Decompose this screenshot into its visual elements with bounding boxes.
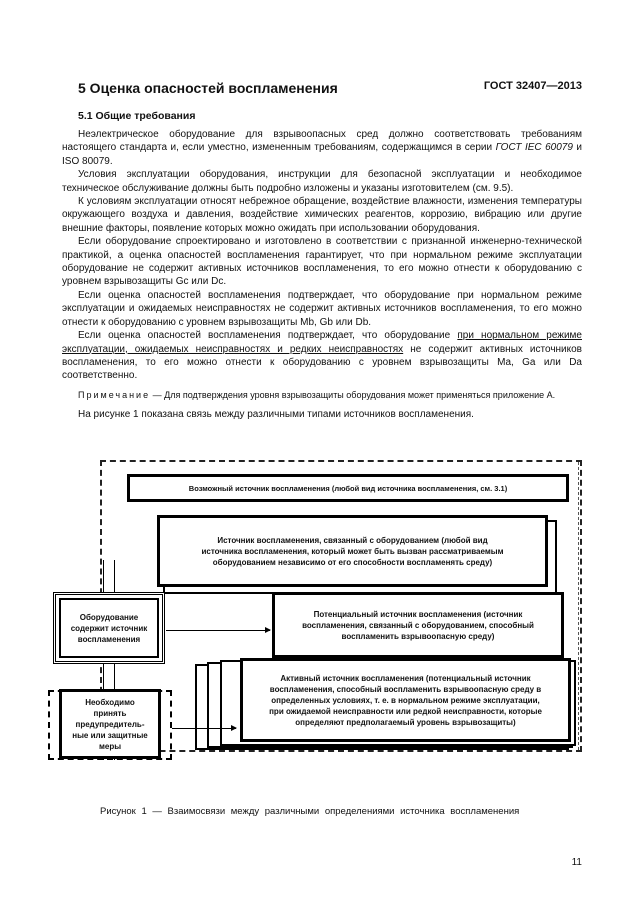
note-label: Примечание bbox=[78, 389, 151, 400]
frame-edge bbox=[578, 462, 581, 750]
text: Неэлектрическое оборудование для взрывоопасных сред должно соответствовать требованиям настоящего стандарта и, если уместно, измененным требованиям, содержащимся в серии bbox=[62, 129, 582, 154]
figure-caption: Рисунок 1 — Взаимосвязи между различными определениями источника воспламенения bbox=[100, 806, 520, 817]
section-title: 5 Оценка опасностей воспламенения bbox=[78, 80, 338, 96]
reference: ГОСТ IEC 60079 bbox=[495, 142, 573, 154]
paragraph bbox=[62, 329, 582, 383]
arrow-right-icon bbox=[166, 630, 270, 631]
equipment-source-box: Источник воспламенения, связанный с оборудованием (любой вид источника воспламенения, который может быть вызван рассматриваемым оборудованием независимо от его способности воспламенять среду) bbox=[157, 515, 548, 587]
active-source-box: Активный источник воспламенения (потенциальный источник воспламенения, способный воспламенить взрывоопасную среду в определенных условиях, т. е. в нормальном режиме эксплуатации, при ожидаемой неисправности или редкой неисправности, которые определяют предполагаемый уровень взрывозащиты) bbox=[240, 658, 571, 742]
paragraph: Если оборудование спроектировано и изготовлено в соответствии с признанной инженерно-технической практикой, а оценка опасностей воспламенения гарантирует, что при нормальном режиме эксплуатации оборудование не содержит активных источников воспламенения, то его можно отнести к оборудованию с уровнем взрывозащиты Gc или Dc. bbox=[62, 236, 582, 288]
possible-source-box: Возможный источник воспламенения (любой вид источника воспламенения, см. 3.1) bbox=[127, 474, 569, 502]
subsection-title: 5.1 Общие требования bbox=[78, 110, 196, 122]
measures-box: Необходимо принять предупредитель-ные или защитные меры bbox=[59, 689, 161, 759]
equipment-contains-box: Оборудование содержит источник воспламенения bbox=[53, 592, 165, 664]
note bbox=[62, 389, 582, 402]
text: и ISO 80079. bbox=[62, 142, 583, 167]
underlined-text: при нормальном режиме эксплуатации, ожидаемых неисправностях и редких неисправностях bbox=[62, 330, 582, 355]
paragraph: К условиям эксплуатации относят небрежное обращение, воздействие влажности, изменения температуры окружающего воздуха и давления, воздействие химических реагентов, коррозию, вибрацию или другие внешние факторы, появление которых можно ожидать при использовании оборудования. bbox=[62, 196, 582, 234]
paragraph: Условия эксплуатации оборудования, инструкции для безопасной эксплуатации и необходимое техническое обслуживание должны быть подробно изложены и указаны изготовителем (см. 9.5). bbox=[62, 169, 582, 194]
text: Если оценка опасностей воспламенения подтверждает, что оборудование bbox=[78, 330, 458, 342]
paragraph bbox=[62, 128, 582, 168]
standard-header: ГОСТ 32407—2013 bbox=[483, 80, 582, 92]
potential-source-box: Потенциальный источник воспламенения (источник воспламенения, связанный с оборудованием, способный воспламенить взрывоопасную среду) bbox=[272, 592, 564, 658]
text: не содержит активных источников воспламенения, то его можно отнести к оборудованию с уровнем взрывозащиты Ma, Ga или Da соответственно. bbox=[62, 343, 582, 382]
note-text: — Для подтверждения уровня взрывозащиты оборудования может применяться приложение А. bbox=[152, 389, 556, 400]
paragraph: Если оценка опасностей воспламенения подтверждает, что оборудование при нормальном режиме эксплуатации и ожидаемых неисправностях не содержит активных источников воспламенения, то его можно отнести к оборудованию с уровнем взрывозащиты Mb, Gb или Db. bbox=[62, 289, 582, 328]
paragraph: На рисунке 1 показана связь между различными типами источников воспламенения. bbox=[78, 409, 474, 421]
body-text bbox=[62, 128, 582, 422]
page-number: 11 bbox=[571, 857, 582, 868]
arrow-right-icon bbox=[172, 728, 236, 729]
